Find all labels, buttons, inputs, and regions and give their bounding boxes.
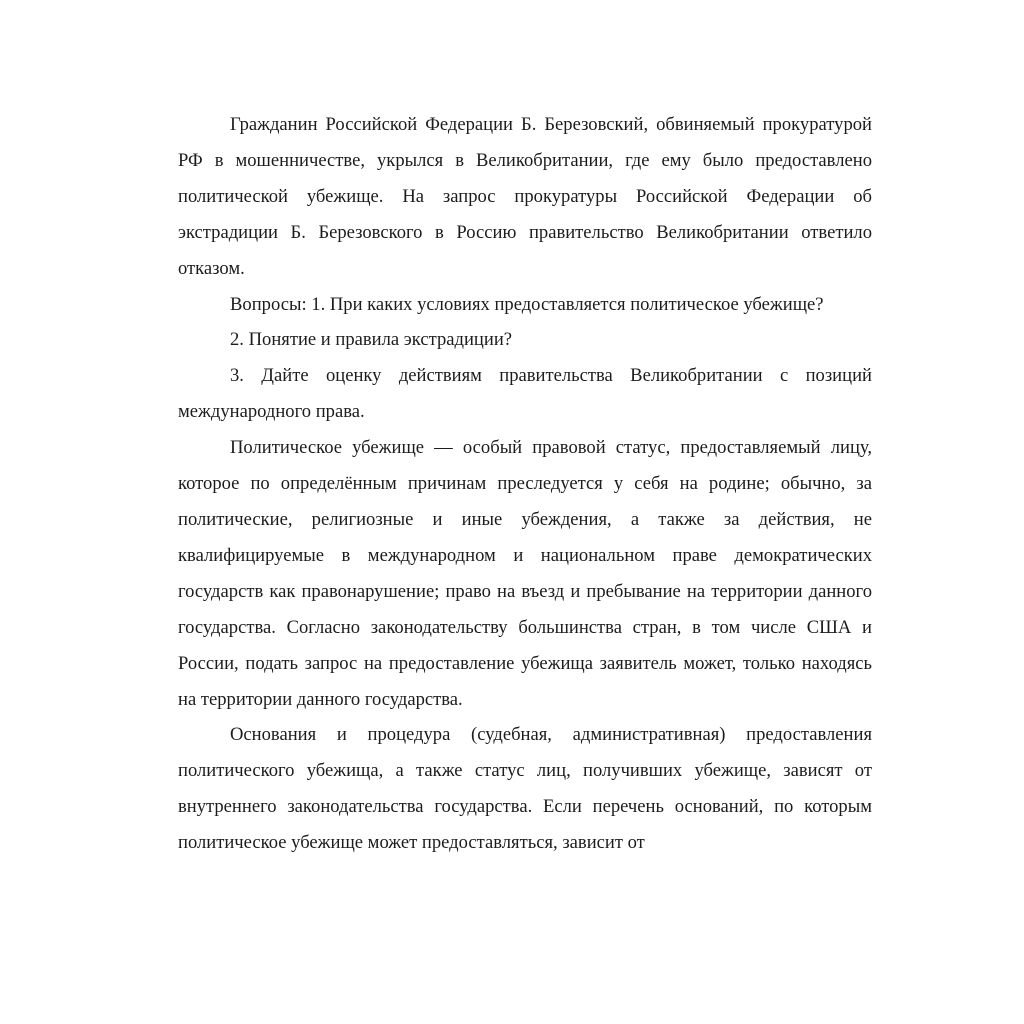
- paragraph-case-description: Гражданин Российской Федерации Б. Березовский, обвиняемый прокуратурой РФ в мошенничестве, укрылся в Великобритании, где ему было предоставлено политической убежище. На запрос прокуратуры Российской Федерации об экстрадиции Б. Березовского в Россию правительство Великобритании ответило отказом.: [178, 114, 872, 279]
- paragraph-question-3: 3. Дайте оценку действиям правительства Великобритании с позиций международного права.: [178, 365, 872, 423]
- paragraph-asylum-definition: Политическое убежище — особый правовой статус, предоставляемый лицу, которое по определённым причинам преследуется у себя на родине; обычно, за политические, религиозные и иные убеждения, а также за действия, не квалифицируемые в международном и национальном праве демократических государств как правонарушение; право на въезд и пребывание на территории данного государства. Согласно законодательству большинства стран, в том числе США и России, подать запрос на предоставление убежища заявитель может, только находясь на территории данного государства.: [178, 437, 872, 710]
- paragraph-question-1: Вопросы: 1. При каких условиях предоставляется политическое убежище?: [230, 293, 824, 315]
- paragraph-asylum-procedure: Основания и процедура (судебная, административная) предоставления политического убежища, а также статус лиц, получивших убежище, зависят от внутреннего законодательства государства. Если перечень оснований, по которым политическое убежище может предоставляться, зависит от: [178, 724, 872, 854]
- document-body: [178, 107, 872, 929]
- paragraph-question-2: 2. Понятие и правила экстрадиции?: [230, 329, 513, 351]
